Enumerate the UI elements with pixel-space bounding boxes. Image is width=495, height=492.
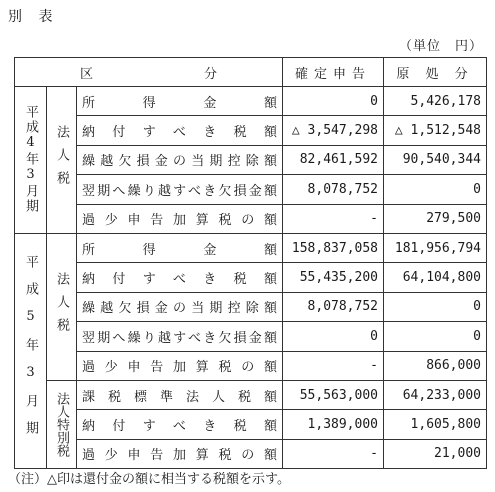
value-gensho: 90,540,344	[384, 145, 487, 174]
value-kakutei: 55,563,000	[283, 380, 384, 409]
row-item-label: 納付すべき税額	[77, 263, 283, 292]
row-item-label: 翌期へ繰り越すべき欠損金額	[77, 322, 283, 351]
table-row	[15, 233, 487, 262]
table-row	[15, 322, 487, 351]
value-kakutei: △ 3,547,298	[283, 116, 384, 145]
table-row	[15, 351, 487, 380]
table-row	[15, 204, 487, 233]
value-kakutei: -	[283, 204, 384, 233]
row-item-label: 所得金額	[77, 87, 283, 116]
tax-type-label: 法人税	[47, 87, 77, 234]
value-kakutei: 55,435,200	[283, 263, 384, 292]
value-gensho: △ 1,512,548	[384, 116, 487, 145]
header-gensho: 原 処 分	[384, 58, 487, 87]
value-gensho: 279,500	[384, 204, 487, 233]
tax-type-label: 法人税	[47, 233, 77, 380]
value-gensho: 21,000	[384, 439, 487, 468]
header-kakutei: 確定申告	[283, 58, 384, 87]
value-kakutei: -	[283, 351, 384, 380]
table-header-row	[15, 58, 487, 87]
value-gensho: 64,233,000	[384, 380, 487, 409]
value-gensho: 0	[384, 292, 487, 321]
tax-table	[14, 57, 487, 469]
period-label: 平成5年3月期	[15, 233, 47, 468]
period-label: 平成4年3月期	[15, 87, 47, 234]
value-kakutei: 158,837,058	[283, 233, 384, 262]
value-gensho: 866,000	[384, 351, 487, 380]
table-body	[15, 87, 487, 469]
value-gensho: 64,104,800	[384, 263, 487, 292]
value-kakutei: 8,078,752	[283, 175, 384, 204]
value-gensho: 0	[384, 175, 487, 204]
unit-label: （単位 円）	[398, 39, 483, 54]
row-item-label: 翌期へ繰り越すべき欠損金額	[77, 175, 283, 204]
table-row	[15, 175, 487, 204]
value-kakutei: 0	[283, 322, 384, 351]
header-kubun	[15, 58, 283, 87]
value-kakutei: 82,461,592	[283, 145, 384, 174]
value-gensho: 1,605,800	[384, 410, 487, 439]
table-row	[15, 439, 487, 468]
footnote: （注）△印は還付金の額に相当する税額を示す。	[8, 472, 290, 487]
value-kakutei: 8,078,752	[283, 292, 384, 321]
row-item-label: 納付すべき税額	[77, 116, 283, 145]
row-item-label: 過少申告加算税の額	[77, 439, 283, 468]
row-item-label: 過少申告加算税の額	[77, 351, 283, 380]
table-row	[15, 292, 487, 321]
value-gensho: 5,426,178	[384, 87, 487, 116]
row-item-label: 繰越欠損金の当期控除額	[77, 292, 283, 321]
page-title: 別 表	[8, 9, 59, 25]
row-item-label: 過少申告加算税の額	[77, 204, 283, 233]
row-item-label: 繰越欠損金の当期控除額	[77, 145, 283, 174]
table-row	[15, 263, 487, 292]
row-item-label: 所得金額	[77, 233, 283, 262]
value-gensho: 0	[384, 322, 487, 351]
header-kubun-right: 分	[203, 66, 217, 82]
table-row	[15, 87, 487, 116]
value-kakutei: 0	[283, 87, 384, 116]
value-gensho: 181,956,794	[384, 233, 487, 262]
header-kubun-left: 区	[80, 66, 94, 82]
value-kakutei: 1,389,000	[283, 410, 384, 439]
table-row	[15, 116, 487, 145]
row-item-label: 課税標準法人税額	[77, 380, 283, 409]
value-kakutei: -	[283, 439, 384, 468]
table-row	[15, 145, 487, 174]
table-row	[15, 410, 487, 439]
tax-type-label: 法人特別税	[47, 380, 77, 468]
row-item-label: 納付すべき税額	[77, 410, 283, 439]
table-row	[15, 380, 487, 409]
